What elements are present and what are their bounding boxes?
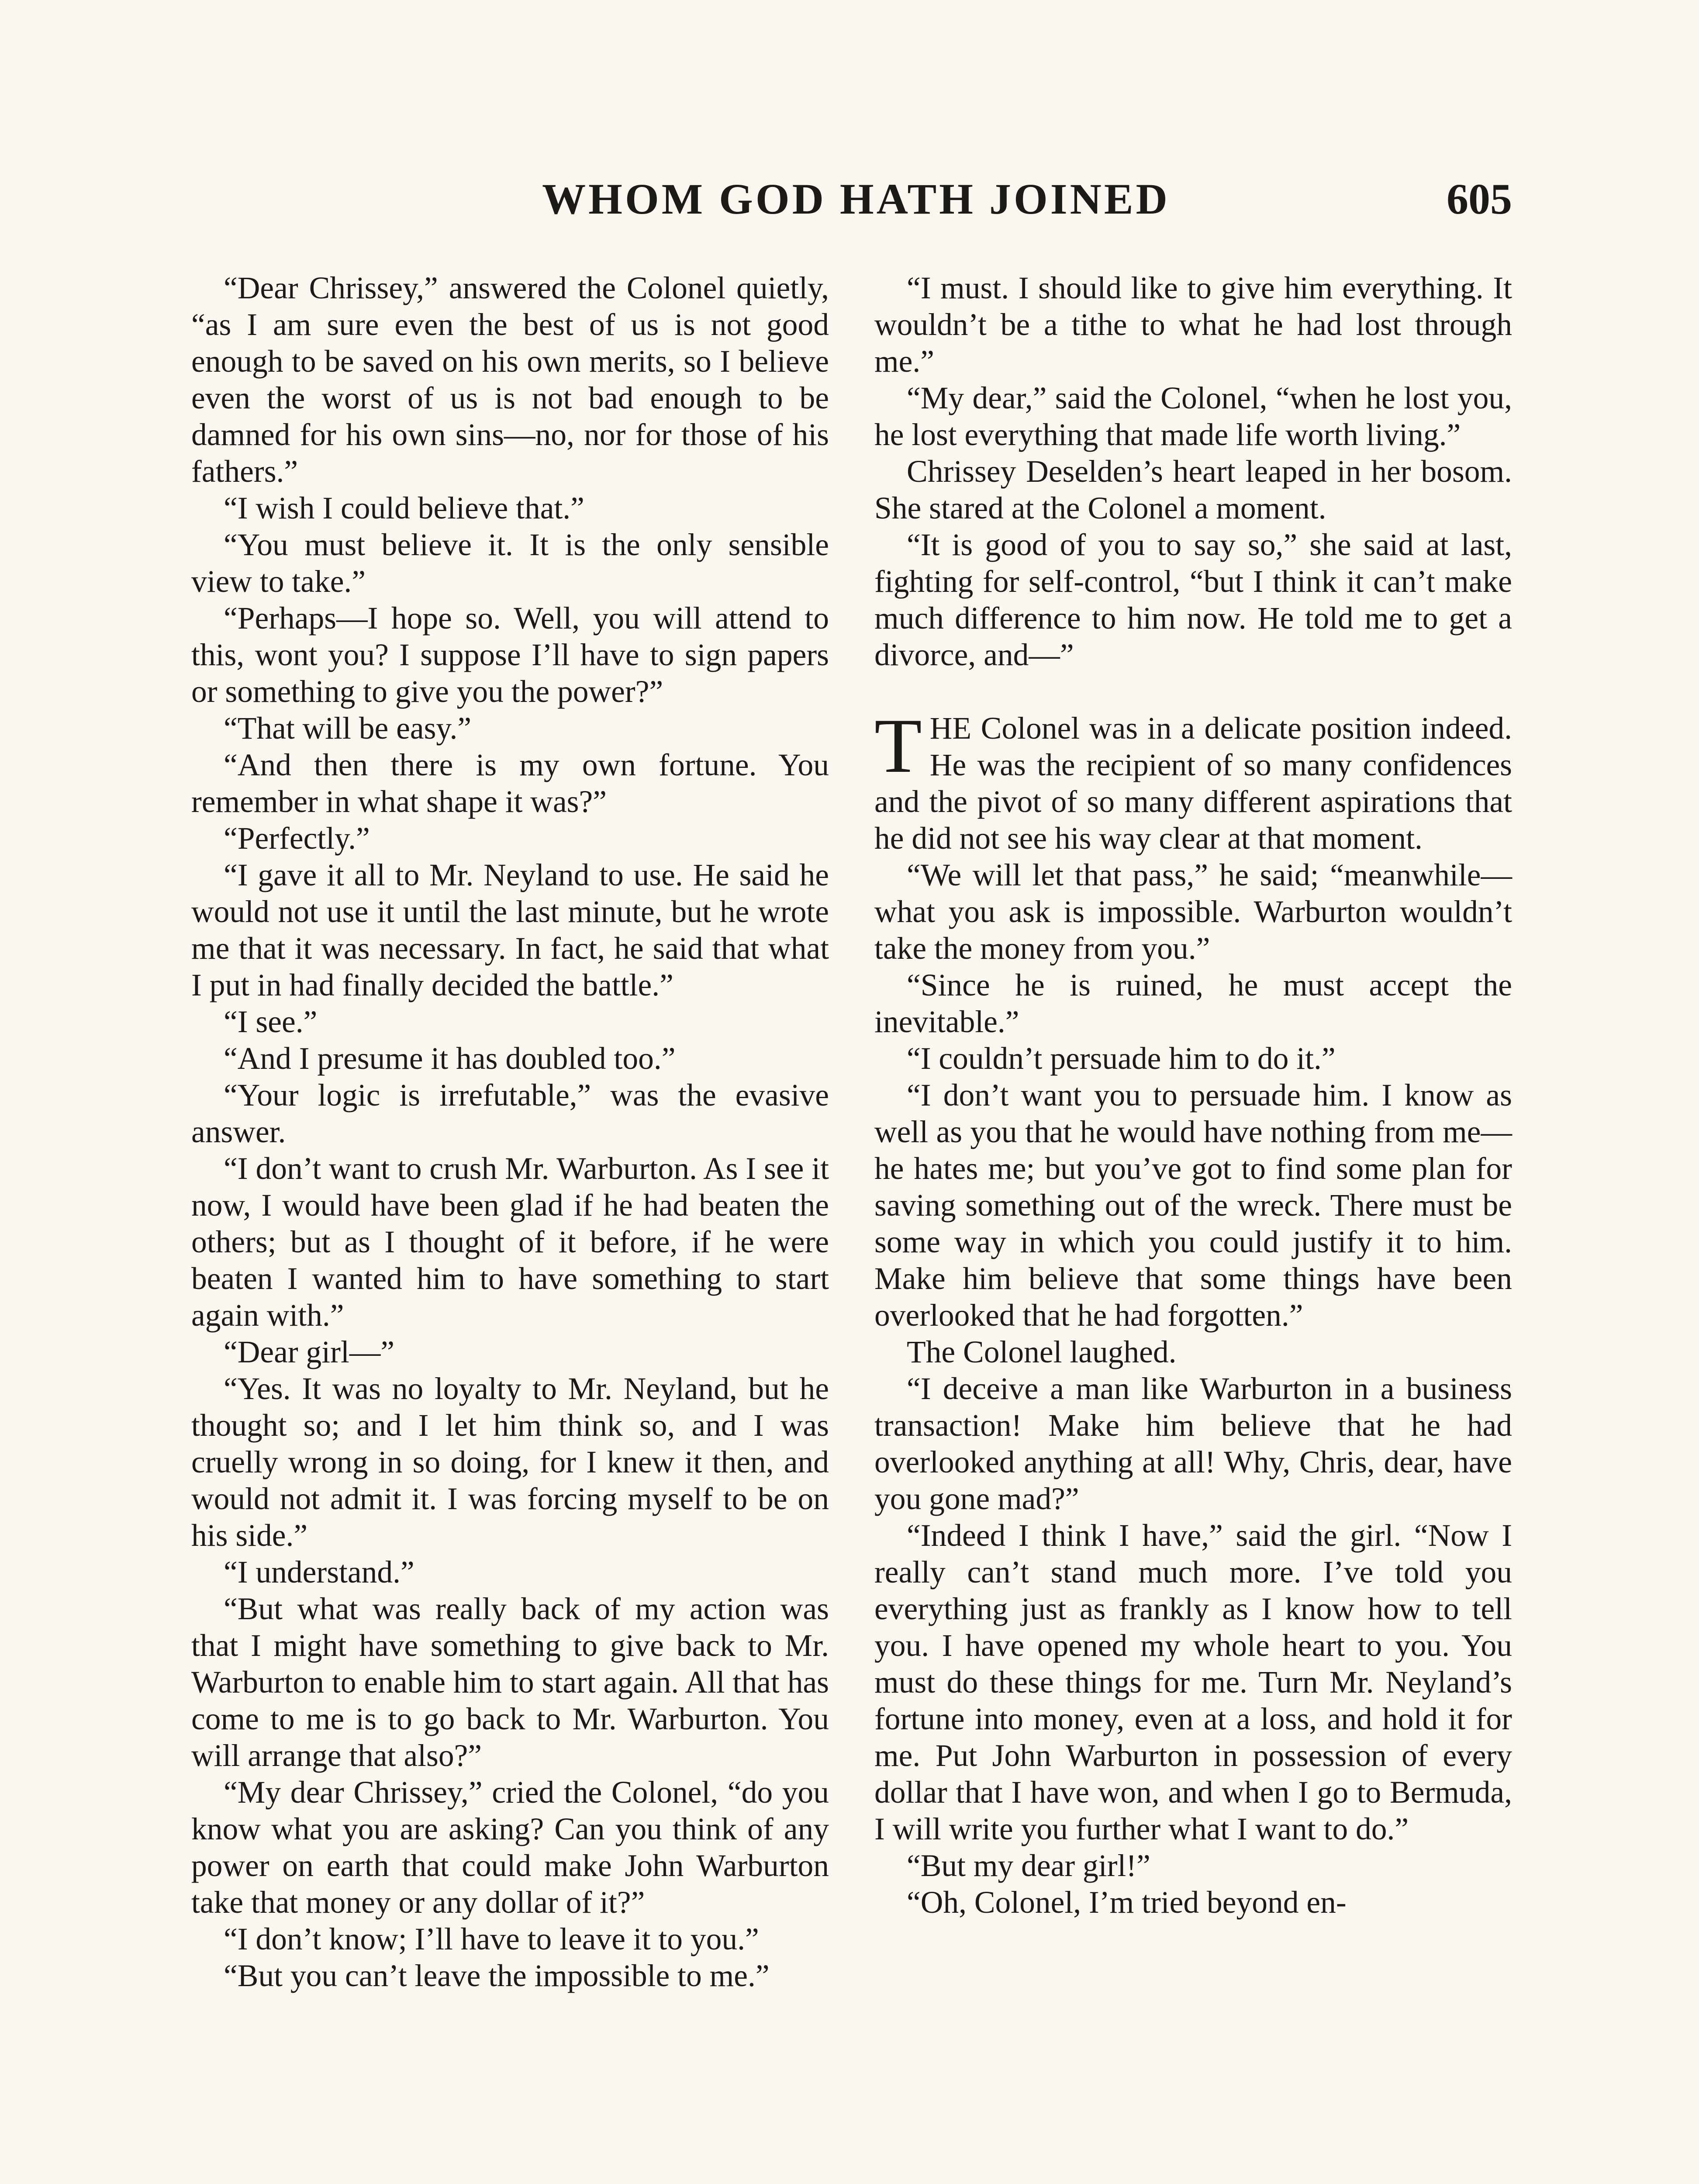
- paragraph: “I don’t want you to persuade him. I know as well as you that he would have nothing from me—he hates me; but you’ve got to find some plan for saving something out of the wreck. There must be some way in which you could justify it to him. Make him believe that some things have been overlooked that he had forgotten.”: [874, 1078, 1512, 1333]
- paragraph: “Dear girl—”: [224, 1335, 395, 1369]
- paragraph: “And I presume it has doubled too.”: [224, 1041, 676, 1076]
- running-head: [0, 173, 1699, 225]
- section-opening-paragraph: [874, 702, 1512, 857]
- paragraph: “I don’t know; I’ll have to leave it to you.”: [224, 1922, 759, 1956]
- paragraph: “But what was really back of my action was that I might have something to give back to Mr. Warburton to enable him to start again. All that has come to me is to go back to Mr. Warburton. You will arrange that also?”: [191, 1592, 829, 1773]
- paragraph: “I see.”: [224, 1005, 318, 1039]
- paragraph: “I must. I should like to give him everything. It wouldn’t be a tithe to what he had lost through me.”: [874, 271, 1512, 379]
- paragraph: “Since he is ruined, he must accept the inevitable.”: [874, 968, 1512, 1039]
- paragraph: “I couldn’t persuade him to do it.”: [907, 1041, 1336, 1076]
- paragraph: “I gave it all to Mr. Neyland to use. He said he would not use it until the last minute, but he wrote me that it was necessary. In fact, he said that what I put in had finally decided the battle.”: [191, 858, 829, 1002]
- paragraph: “My dear Chrissey,” cried the Colonel, “do you know what you are asking? Can you think of any power on earth that could make John Warburton take that money or any dollar of it?”: [191, 1775, 829, 1920]
- paragraph: “Your logic is irrefutable,” was the evasive answer.: [191, 1078, 829, 1149]
- paragraph: “But my dear girl!”: [907, 1849, 1150, 1883]
- paragraph: “Yes. It was no loyalty to Mr. Neyland, but he thought so; and I let him think so, and I was cruelly wrong in so doing, for I knew it then, and would not admit it. I was forcing myself to be on his side.”: [191, 1372, 829, 1553]
- left-column: [191, 270, 829, 1994]
- drop-cap: T: [874, 702, 922, 789]
- paragraph: “Perfectly.”: [224, 821, 370, 856]
- paragraph: “Indeed I think I have,” said the girl. “Now I really can’t stand much more. I’ve told you everything just as frankly as I know how to tell you. I have opened my whole heart to you. You must do these things for me. Turn Mr. Neyland’s fortune into money, even at a loss, and hold it for me. Put John Warburton in possession of every dollar that I have won, and when I go to Bermuda, I will write you further what I want to do.”: [874, 1518, 1512, 1846]
- right-column: [874, 270, 1512, 1921]
- paragraph: “And then there is my own fortune. You remember in what shape it was?”: [191, 748, 829, 819]
- paragraph: “I understand.”: [224, 1555, 414, 1590]
- section-opening-text: HE Colonel was in a delicate position indeed. He was the recipient of so many confidences and the pivot of so many different aspirations that he did not see his way clear at that moment.: [874, 711, 1512, 856]
- page-number: 605: [1447, 175, 1512, 223]
- paragraph: “Oh, Colonel, I’m tried beyond en-: [907, 1885, 1347, 1920]
- paragraph: “I don’t want to crush Mr. Warburton. As I see it now, I would have been glad if he had beaten the others; but as I thought of it before, if he were beaten I wanted him to have something to start again with.”: [191, 1151, 829, 1333]
- paragraph: “Perhaps—I hope so. Well, you will attend to this, wont you? I suppose I’ll have to sign papers or something to give you the power?”: [191, 601, 829, 709]
- paragraph: “Dear Chrissey,” answered the Colonel quietly, “as I am sure even the best of us is not good enough to be saved on his own merits, so I believe even the worst of us is not bad enough to be damned for his own sins—no, nor for those of his fathers.”: [191, 271, 829, 489]
- paragraph: “We will let that pass,” he said; “meanwhile—what you ask is impossible. Warburton wouldn’t take the money from you.”: [874, 858, 1512, 966]
- paragraph: Chrissey Deselden’s heart leaped in her bosom. She stared at the Colonel a moment.: [874, 454, 1512, 525]
- paragraph: “You must believe it. It is the only sensible view to take.”: [191, 528, 829, 599]
- paragraph: “But you can’t leave the impossible to me.”: [224, 1959, 770, 1993]
- running-title: WHOM GOD HATH JOINED: [542, 175, 1170, 223]
- paragraph: “I wish I could believe that.”: [224, 491, 584, 525]
- paragraph: “I deceive a man like Warburton in a business transaction! Make him believe that he had overlooked anything at all! Why, Chris, dear, have you gone mad?”: [874, 1372, 1512, 1516]
- paragraph: The Colonel laughed.: [907, 1335, 1177, 1369]
- paragraph: “That will be easy.”: [224, 711, 472, 746]
- paragraph: “It is good of you to say so,” she said at last, fighting for self-control, “but I think it can’t make much difference to him now. He told me to get a divorce, and—”: [874, 528, 1512, 672]
- paragraph: “My dear,” said the Colonel, “when he lost you, he lost everything that made life worth living.”: [874, 381, 1512, 452]
